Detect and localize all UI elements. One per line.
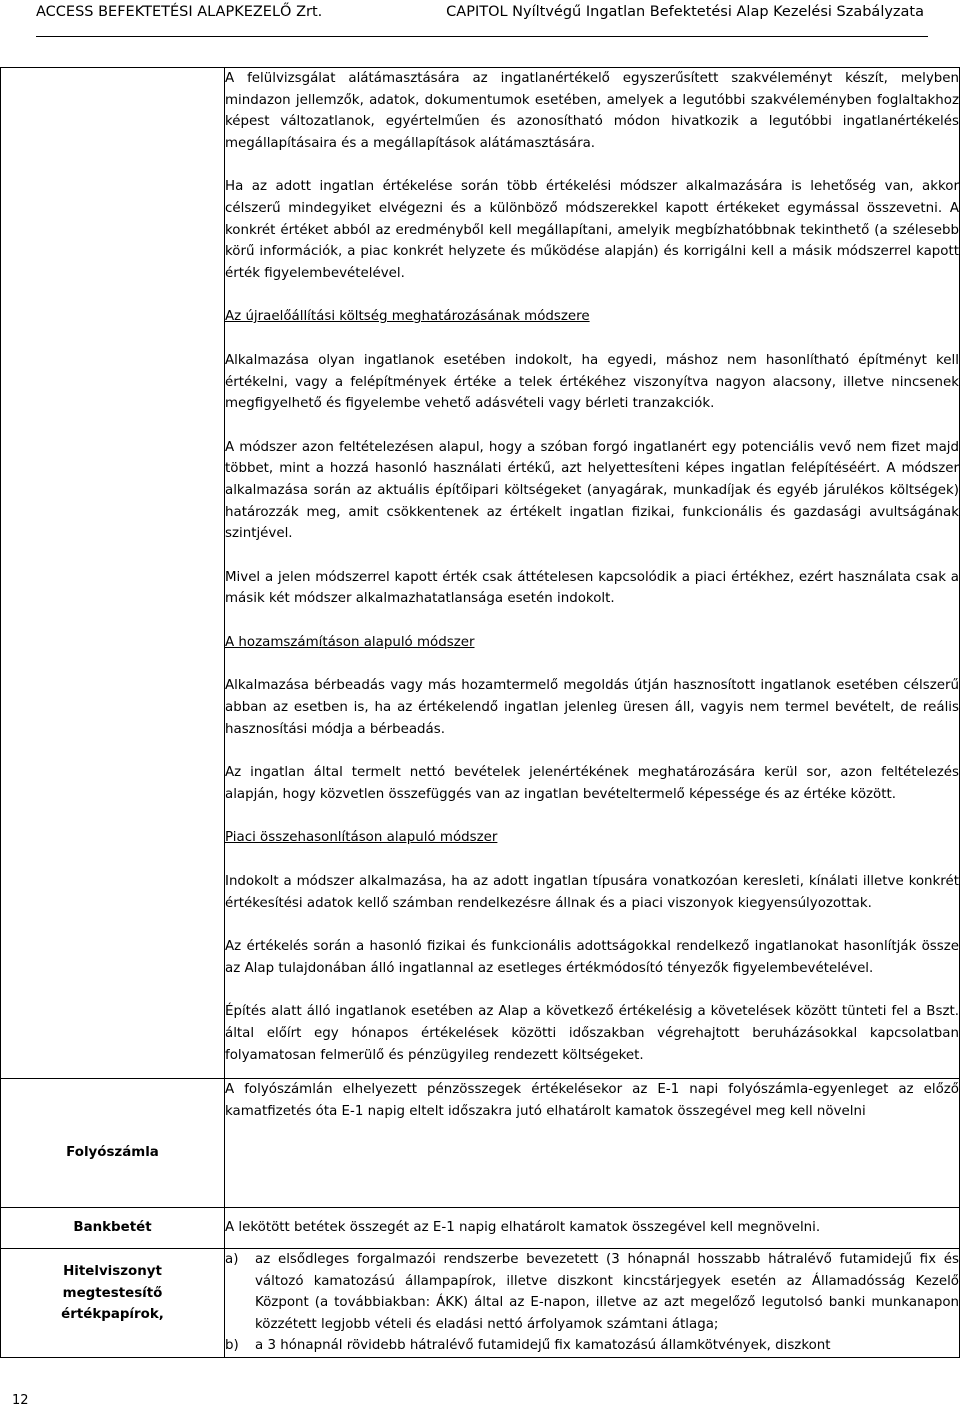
list-item-text: az elsődleges forgalmazói rendszerbe bevezetett (3 hónapnál hosszabb hátralévő futamidejű fix és változó kamatozású állampapírok, illetve diszkont kincstárjegyek esetén az Államadósság Kezelő Központ (a továbbiakban: ÁKK) által az E-napon, illetve az azt megelőző legutolsó banki munkanapon közzétett legjobb vételi és eladási nettó árfolyamok számtani átlaga; bbox=[255, 1252, 959, 1332]
list-marker: a) bbox=[225, 1252, 239, 1267]
row-label-hitelviszony-text: Hitelviszonyt megtestesítő értékpapírok, bbox=[61, 1264, 164, 1323]
header-rule bbox=[36, 36, 928, 37]
page-number: 12 bbox=[12, 1393, 29, 1408]
list-marker: b) bbox=[225, 1338, 239, 1354]
section-heading: A hozamszámításon alapuló módszer bbox=[225, 634, 475, 650]
section-heading: Az újraelőállítási költség meghatározásának módszere bbox=[225, 309, 590, 325]
row-label-bankbetet: Bankbetét bbox=[1, 1208, 225, 1249]
paragraph: Alkalmazása bérbeadás vagy más hozamtermelő megoldás útján hasznosított ingatlanok esetében célszerű abban az esetben is, ha az értékelendő ingatlan jelenleg üresen áll, vagyis nem termel bevételt, de reális hasznosítási módja a bérbeadás. bbox=[225, 678, 959, 737]
paragraph: Alkalmazása olyan ingatlanok esetében indokolt, ha egyedi, máshoz nem hasonlítható építményt kell értékelni, vagy a felépítmények értéke a telek értékéhez viszonyítva nagyon alacsony, illetve nincsenek megfigyelhető és figyelembe vehető adásvételi vagy bérleti tranzakciók. bbox=[225, 352, 959, 412]
paragraph: Építés alatt álló ingatlanok esetében az Alap a következő értékelésig a követelések között tünteti fel a Bszt. által előírt egy hónapos értékelések közötti időszakban végrehajtott beruházásokkal kapcsolatban folyamatosan felmerülő és pénzügyileg rendezett költségeket. bbox=[225, 1004, 959, 1063]
table-row bbox=[1, 68, 960, 1079]
row-label-folyoszamla: Folyószámla bbox=[1, 1079, 225, 1208]
table-row bbox=[1, 1079, 960, 1208]
row-label-hitelviszony bbox=[1, 1249, 225, 1358]
paragraph: Ha az adott ingatlan értékelése során több értékelési módszer alkalmazására is lehetőség van, akkor célszerű mindegyiket elvégezni és a különböző módszerekkel kapott értékeket egymással összevetni. A konkrét értéket abból az eredményből kell megállapítani, amelyik megbízhatóbbnak tekinthető (a szélesebb körű információk, a piac konkrét helyzete és működése alapján) és korrigálni kell a másik módszerrel kapott érték figyelembevételével. bbox=[225, 179, 959, 281]
row-text-hitelviszony bbox=[225, 1249, 960, 1358]
row-text-folyoszamla: A folyószámlán elhelyezett pénzösszegek értékelésekor az E-1 napi folyószámla-egyenleget az előző kamatfizetés óta E-1 napig eltelt időszakra jutó elhatárolt kamatok összegével meg kell növelni bbox=[225, 1079, 960, 1208]
list-item-text: a 3 hónapnál rövidebb hátralévő futamidejű fix kamatozású államkötvények, diszkont bbox=[255, 1338, 831, 1354]
header-company: ACCESS BEFEKTETÉSI ALAPKEZELŐ Zrt. bbox=[36, 4, 323, 20]
paragraph: A módszer azon feltételezésen alapul, hogy a szóban forgó ingatlanért egy potenciális vevő nem fizet majd többet, mint a hozzá hasonló használati értékű, azt helyettesíteni képes ingatlan felépítéséért. A módszer alkalmazása során az aktuális építőipari költségeket (anyagárak, munkadíjak és egyéb járulékos költségek) határozzák meg, amit csökkentenek az értékelt ingatlan fizikai, funkcionális és gazdasági avultságának szintjével. bbox=[225, 439, 959, 542]
paragraph: A felülvizsgálat alátámasztására az ingatlanértékelő egyszerűsített szakvéleményt készít, melyben mindazon jellemzők, adatok, dokumentumok esetében, amelyek a legutóbbi szakvéleményben foglaltakhoz képest változatlanok, egyértelműen és azonosítható módon hivatkozik a legutóbbi ingatlanértékelés megállapításaira és a megállapítások alátámasztására. bbox=[225, 71, 959, 151]
paragraph: Indokolt a módszer alkalmazása, ha az adott ingatlan típusára vonatkozóan keresleti, kínálati illetve konkrét értékesítési adatok kellő számban rendelkezésre állnak és a piaci viszonyok kiegyensúlyozottak. bbox=[225, 874, 959, 911]
paragraph: Az ingatlan által termelt nettó bevételek jelenértékének meghatározására kerül sor, azon feltételezés alapján, hogy közvetlen összefüggés van az ingatlan bevételtermelő képessége és az értéke között. bbox=[225, 765, 959, 802]
regulation-table bbox=[0, 67, 960, 1358]
table-row bbox=[1, 1249, 960, 1358]
empty-label-cell bbox=[1, 68, 225, 1079]
page-header bbox=[0, 0, 960, 38]
paragraph: Az értékelés során a hasonló fizikai és funkcionális adottságokkal rendelkező ingatlanokat hasonlítják össze az Alap tulajdonában álló ingatlannal az esetleges értékmódosító tényezők figyelembevételével. bbox=[225, 939, 959, 976]
header-document-title: CAPITOL Nyíltvégű Ingatlan Befektetési Alap Kezelési Szabályzata bbox=[446, 4, 924, 20]
lettered-list bbox=[225, 1249, 959, 1357]
section-heading: Piaci összehasonlításon alapuló módszer bbox=[225, 830, 498, 846]
list-item bbox=[225, 1249, 959, 1335]
table-row bbox=[1, 1208, 960, 1249]
row-text-bankbetet: A lekötött betétek összegét az E-1 napig elhatárolt kamatok összegével kell megnövelni. bbox=[225, 1208, 960, 1249]
paragraph: Mivel a jelen módszerrel kapott érték csak áttételesen kapcsolódik a piaci értékhez, ezért használata csak a másik két módszer alkalmazhatatlansága esetén indokolt. bbox=[225, 569, 959, 607]
valuation-methods-cell bbox=[225, 68, 960, 1079]
list-item bbox=[225, 1335, 959, 1357]
